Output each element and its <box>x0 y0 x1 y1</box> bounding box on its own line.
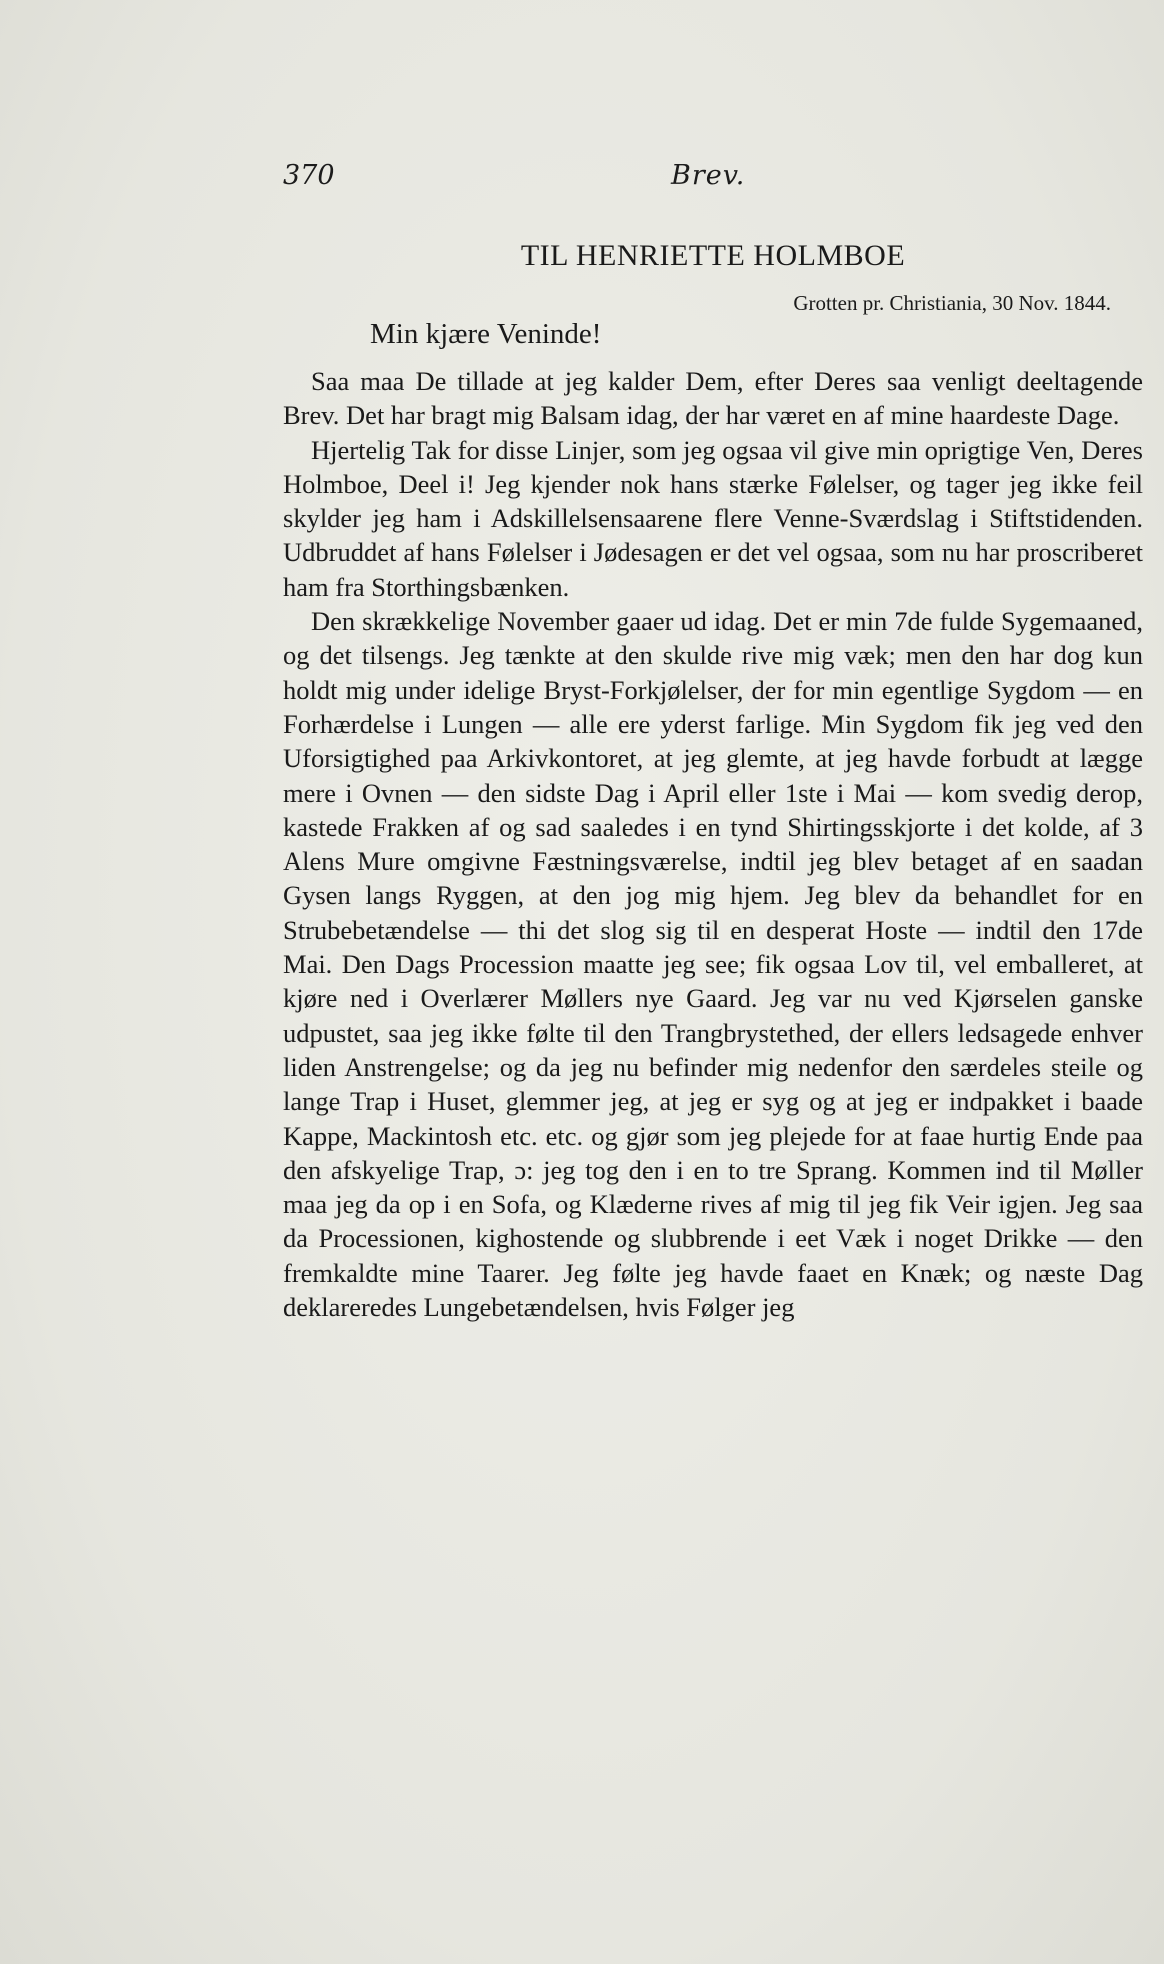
page-header <box>283 160 1143 200</box>
running-head: Brev. <box>671 160 746 191</box>
letter-body <box>283 364 1143 1324</box>
salutation: Min kjære Veninde! <box>370 318 602 350</box>
page-number: 370 <box>283 160 335 191</box>
paragraph: Saa maa De tillade at jeg kalder Dem, efter Deres saa venligt deeltagende Brev. Det har bragt mig Balsam idag, der har været en af mine haardeste Dage. <box>283 366 1143 431</box>
place-date-line: Grotten pr. Christiania, 30 Nov. 1844. <box>793 291 1111 315</box>
letter-title: TIL HENRIETTE HOLMBOE <box>520 239 906 272</box>
paragraph: Den skrækkelige November gaaer ud idag. Det er min 7de fulde Sygemaaned, og det tilsengs. Jeg tænkte at den skulde rive mig væk; men den har dog kun holdt mig under idelige Bryst-Forkjølelser, der for min egentlige Sygdom — en Forhærdelse i Lungen — alle ere yderst farlige. Min Sygdom fik jeg ved den Uforsigtighed paa Arkivkontoret, at jeg glemte, at jeg havde forbudt at lægge mere i Ovnen — den sidste Dag i April eller 1ste i Mai — kom svedig derop, kastede Frakken af og sad saaledes i en tynd Shirtingsskjorte i det kolde, af 3 Alens Mure omgivne Fæstningsværelse, indtil jeg blev betaget af en saadan Gysen langs Ryggen, at den jog mig hjem. Jeg blev da behandlet for en Strubebetændelse — thi det slog sig til en desperat Hoste — indtil den 17de Mai. Den Dags Procession maatte jeg see; fik ogsaa Lov til, vel emballeret, at kjøre ned i Overlærer Møllers nye Gaard. Jeg var nu ved Kjørselen ganske udpustet, saa jeg ikke følte til den Trangbrystethed, der ellers ledsagede enhver liden Anstrengelse; og da jeg nu befinder mig nedenfor den særdeles steile og lange Trap i Huset, glemmer jeg, at jeg er syg og at jeg er indpakket i baade Kappe, Mackintosh etc. etc. og gjør som jeg plejede for at faae hurtig Ende paa den afskyelige Trap, ɔ: jeg tog den i en to tre Sprang. Kommen ind til Møller maa jeg da op i en Sofa, og Klæderne rives af mig til jeg fik Veir igjen. Jeg saa da Processionen, kighostende og slubbrende i eet Væk i noget Drikke — den fremkaldte mine Taarer. Jeg følte jeg havde faaet en Knæk; og næste Dag deklareredes Lungebetændelsen, hvis Følger jeg <box>283 606 1143 1323</box>
paragraph: Hjertelig Tak for disse Linjer, som jeg ogsaa vil give min oprigtige Ven, Deres Holmboe, Deel i! Jeg kjender nok hans stærke Følelser, og tager jeg ikke feil skylder jeg ham i Adskillelsensaarene flere Venne-Sværdslag i Stiftstidenden. Udbruddet af hans Følelser i Jødesagen er det vel ogsaa, som nu har proscriberet ham fra Storthingsbænken. <box>283 434 1143 602</box>
